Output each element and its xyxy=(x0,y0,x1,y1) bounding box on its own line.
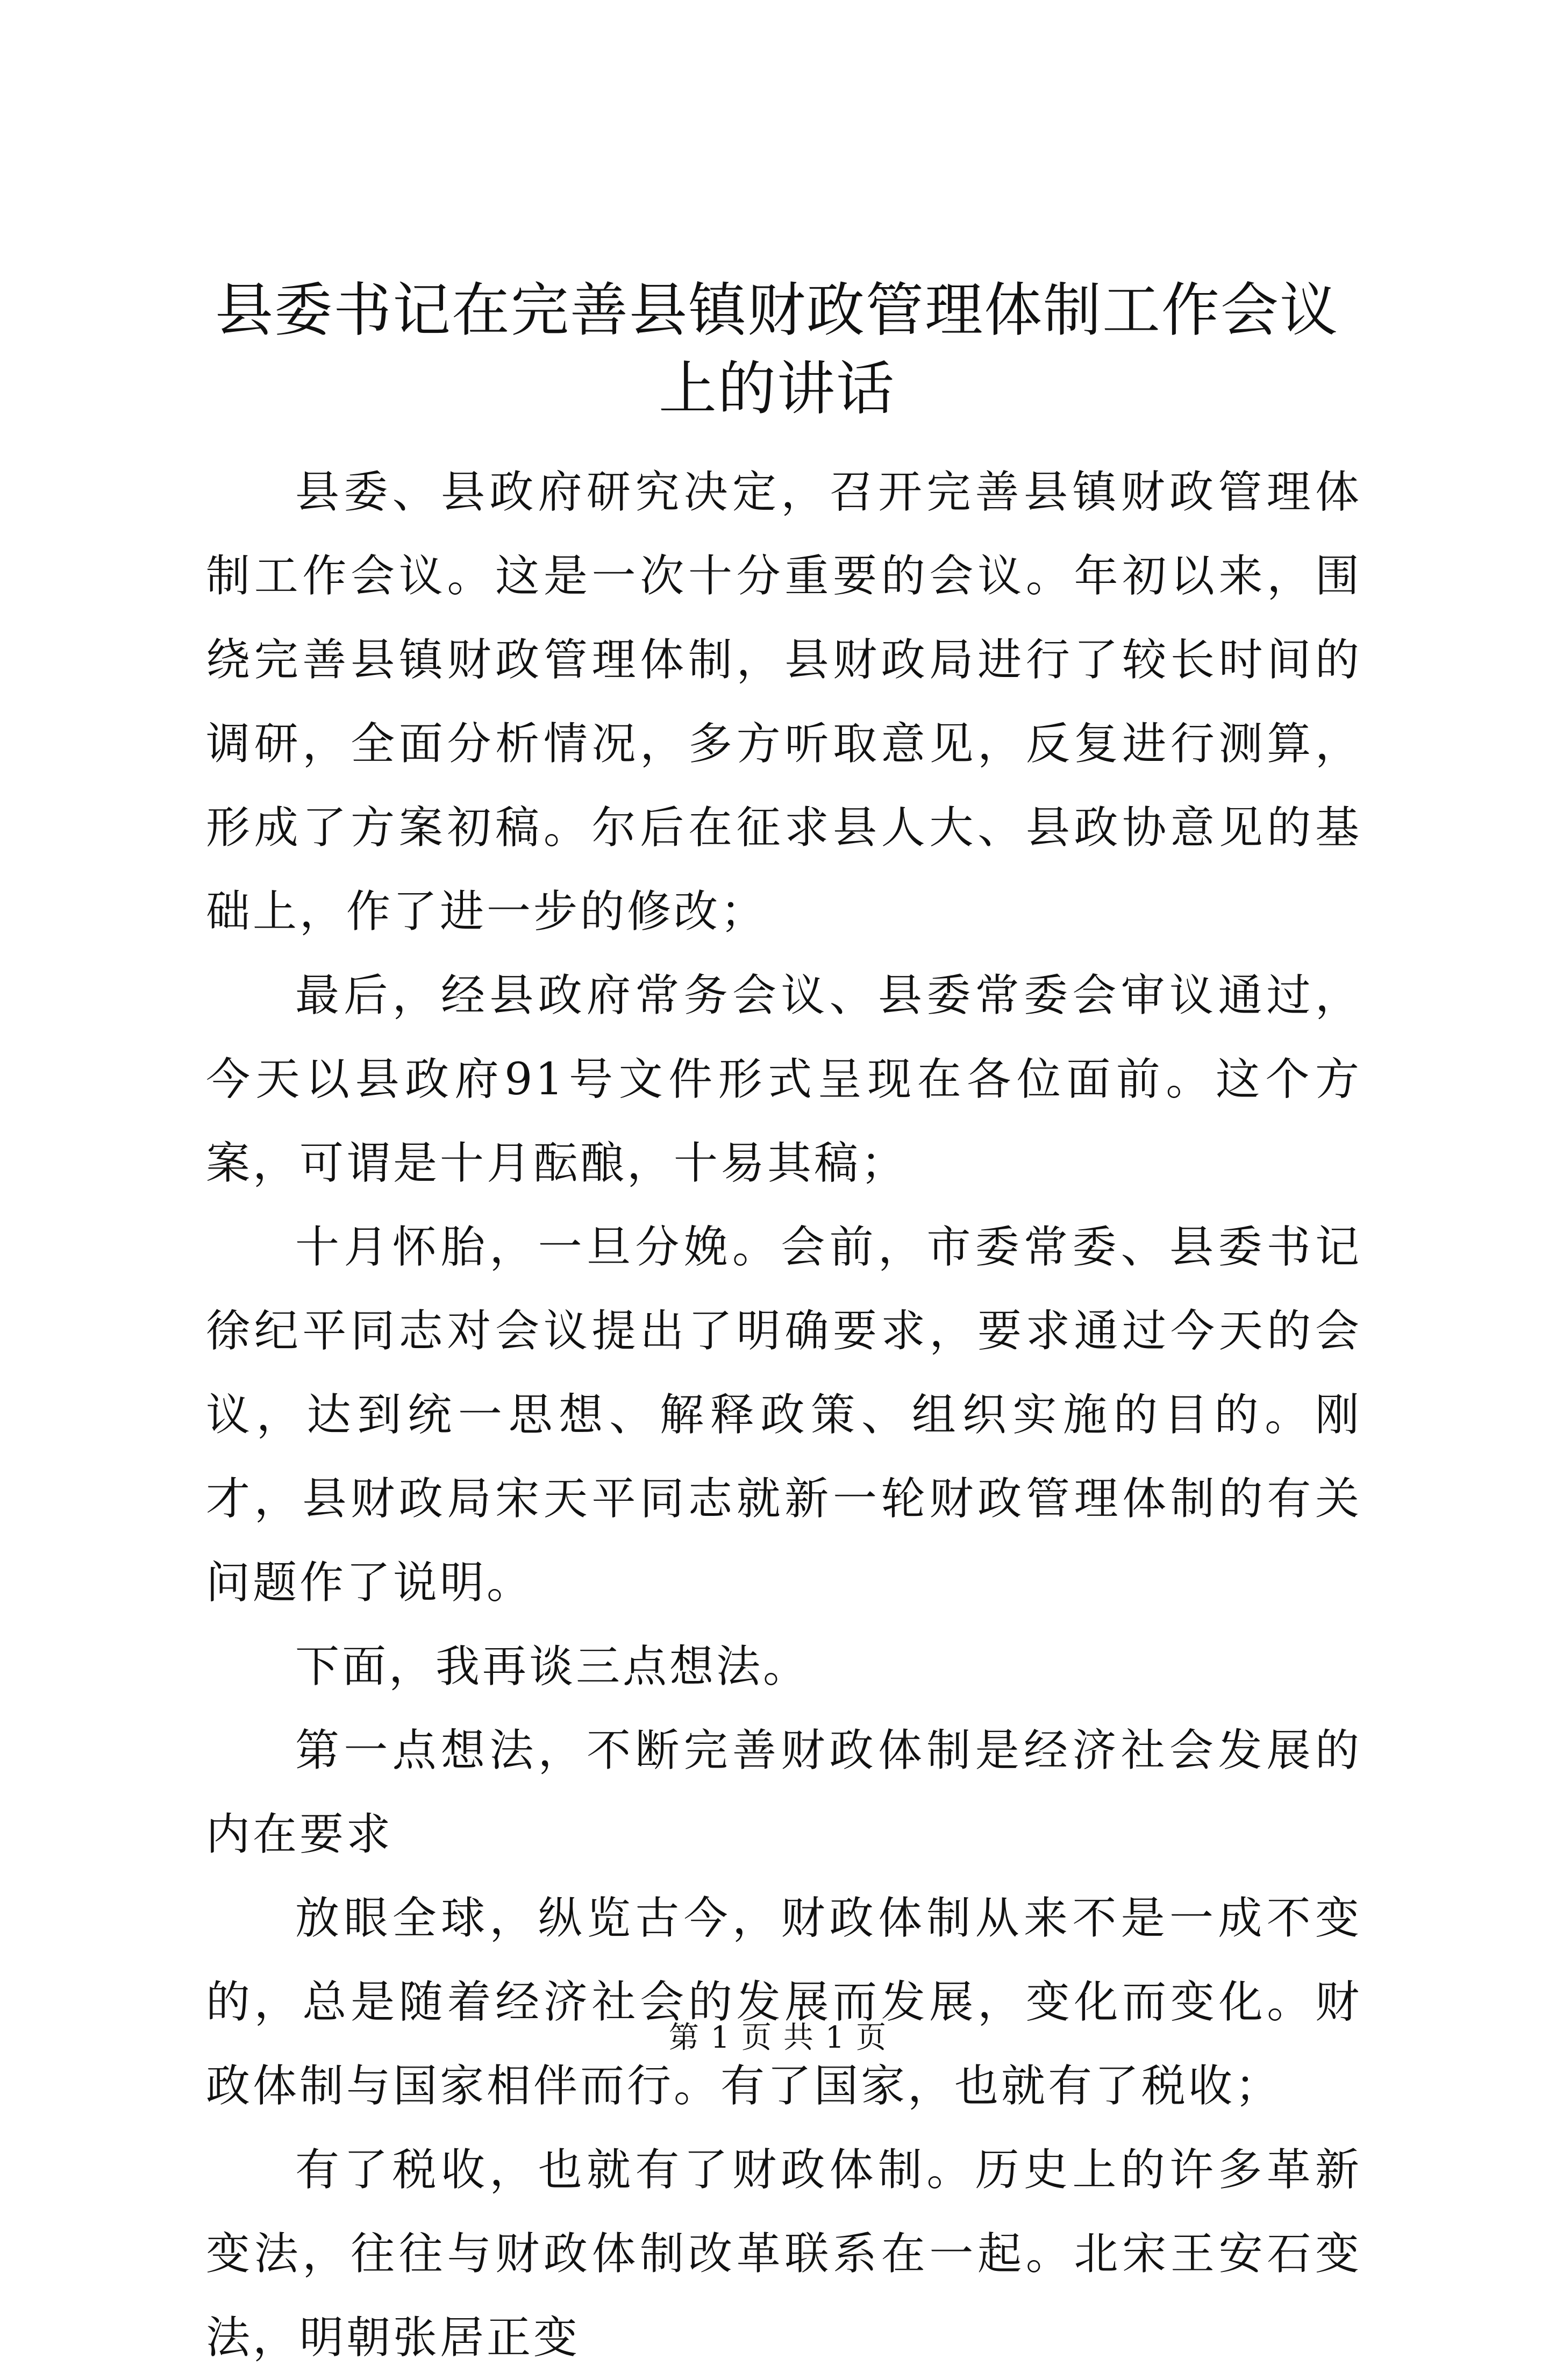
paragraph-2: 最后，经县政府常务会议、县委常委会审议通过，今天以县政府91号文件形式呈现在各位面前。这个方案，可谓是十月酝酿，十易其稿； xyxy=(206,970,1362,1189)
paragraph-3: 十月怀胎，一旦分娩。会前，市委常委、县委书记徐纪平同志对会议提出了明确要求，要求通过今天的会议，达到统一思想、解释政策、组织实施的目的。刚才，县财政局宋天平同志就新一轮财政管理体制的有关问题作了说明。 xyxy=(206,1222,1362,1608)
paragraph-4: 下面，我再谈三点想法。 xyxy=(295,1641,810,1692)
document-title: 县委书记在完善县镇财政管理体制工作会议上的讲话 xyxy=(215,277,1339,423)
paragraph-5-heading: 第一点想法，不断完善财政体制是经济社会发展的内在要求 xyxy=(206,1725,1362,1860)
paragraph-7: 有了税收，也就有了财政体制。历史上的许多革新变法，往往与财政体制改革联系在一起。北宋王安石变法，明朝张居正变 xyxy=(206,2144,1362,2363)
document-body xyxy=(206,451,1362,2380)
paragraph-6: 放眼全球，纵览古今，财政体制从来不是一成不变的，总是随着经济社会的发展而发展，变化而变化。财政体制与国家相伴而行。有了国家，也就有了税收； xyxy=(206,1893,1362,2112)
page-footer: 第 1 页 共 1 页 xyxy=(668,2020,888,2055)
paragraph-1: 县委、县政府研究决定，召开完善县镇财政管理体制工作会议。这是一次十分重要的会议。年初以来，围绕完善县镇财政管理体制，县财政局进行了较长时间的调研，全面分析情况，多方听取意见，反复进行测算，形成了方案初稿。尔后在征求县人大、县政协意见的基础上，作了进一步的修改； xyxy=(206,467,1362,937)
